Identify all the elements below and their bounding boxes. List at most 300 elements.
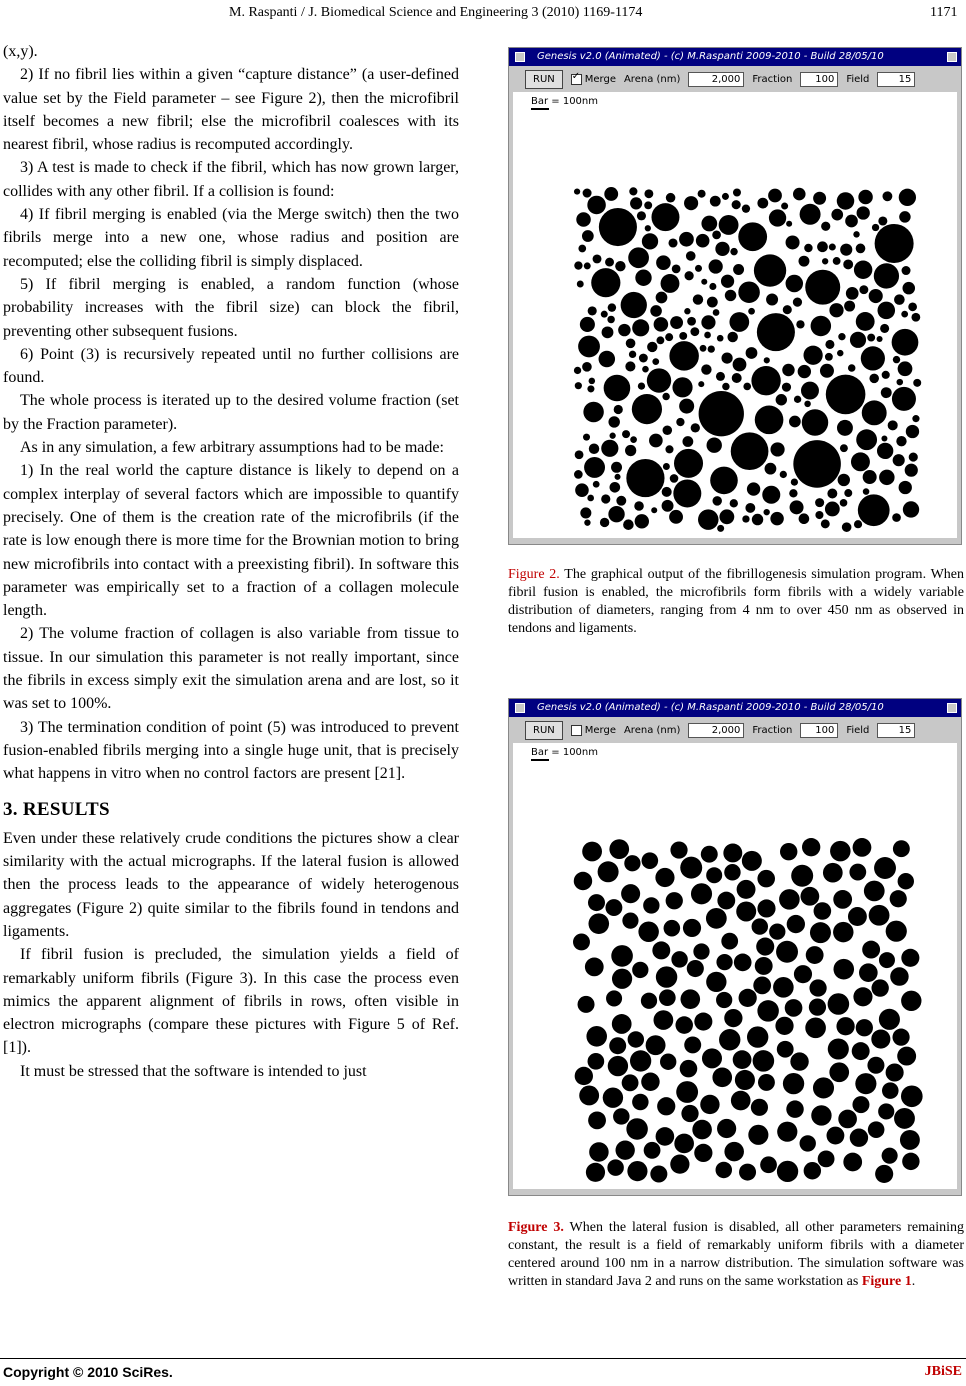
fibril: [731, 432, 769, 470]
fibril: [580, 507, 591, 518]
fibril: [632, 319, 649, 336]
fibril: [662, 487, 672, 497]
fibril: [684, 308, 690, 314]
fibril: [844, 301, 855, 312]
fibril: [651, 507, 657, 513]
fibril: [901, 1085, 923, 1107]
fibril: [793, 188, 806, 201]
fibril: [650, 1165, 667, 1182]
fibril: [679, 232, 694, 247]
fibril: [680, 1060, 698, 1078]
fibril: [608, 303, 616, 311]
fibril: [696, 234, 710, 248]
fibril: [753, 1050, 775, 1072]
fibril: [686, 251, 696, 261]
fibril: [863, 470, 877, 484]
running-header: [0, 2, 966, 24]
fibril: [898, 873, 914, 889]
arena-input[interactable]: 2,000: [688, 723, 744, 738]
fibril: [629, 351, 636, 358]
fibril: [827, 489, 837, 499]
fibril: [604, 375, 631, 402]
fibril: [613, 1108, 629, 1124]
fibril: [731, 1091, 751, 1111]
window-title: Genesis v2.0 (Animated) - (c) M.Raspanti 2009-2010 - Build 28/05/10: [537, 702, 884, 713]
fibril: [642, 233, 658, 249]
fibril: [798, 365, 811, 378]
paragraph: 4) If fibril merging is enabled (via the Merge switch) then the two fibrils merge into a new one, whose radius and position are recomputed; else the colliding fibril is simply displaced.: [3, 206, 459, 270]
fibril: [615, 474, 621, 480]
fibril: [821, 519, 830, 528]
fibril: [662, 500, 674, 512]
window-titlebar: [509, 48, 961, 66]
fibril: [593, 481, 600, 488]
fibril: [651, 203, 679, 231]
fibril: [666, 892, 683, 909]
fibril: [858, 494, 890, 526]
fibril: [855, 1073, 876, 1094]
fibril: [858, 190, 872, 204]
footer-rule: [0, 1358, 966, 1359]
fibril: [664, 920, 681, 937]
fibril: [628, 247, 649, 268]
fibril: [626, 459, 664, 497]
fibril: [635, 514, 649, 528]
paragraph: 2) If no fibril lies within a given “capture distance” (a user-defined value set by the Field parameter – see Figure 2), then the microfibril itself becomes a new fibril; else the microfibril coalesces with its nearest fibril, whose radius is recomputed accordingly.: [3, 66, 459, 154]
fibril: [732, 373, 742, 383]
fibril: [656, 966, 677, 987]
fibril: [853, 231, 859, 237]
fibril: [736, 901, 756, 921]
fibril: [757, 899, 775, 917]
fibril: [900, 1130, 920, 1150]
fibril: [699, 391, 744, 436]
fibril: [625, 361, 635, 371]
fibril: [776, 941, 798, 963]
fibril: [657, 1097, 675, 1115]
fibril: [789, 489, 797, 497]
fibril: [700, 345, 707, 352]
fibril: [846, 287, 859, 300]
fibril: [758, 1074, 775, 1091]
fibril: [868, 1121, 885, 1138]
fibril: [809, 979, 826, 996]
fibril: [662, 393, 669, 400]
fibril: [901, 949, 919, 967]
fibril: [701, 846, 718, 863]
fibril: [809, 999, 826, 1016]
fraction-label: Fraction: [752, 73, 793, 85]
fibril: [701, 216, 717, 232]
fibril: [738, 222, 767, 251]
fibril: [693, 943, 709, 959]
fibril: [681, 989, 701, 1009]
fibril: [770, 512, 783, 525]
fibril: [716, 954, 732, 970]
fibril: [903, 501, 919, 517]
fibril: [769, 923, 785, 939]
fibril: [852, 1096, 869, 1113]
fibril: [717, 1119, 736, 1138]
fibril: [630, 197, 642, 209]
fibril: [611, 945, 633, 967]
caption-text: When the lateral fusion is disabled, all other parameters remaining constant, the result is a field of remarkably uniform fibrils with a diameter centered around 100 nm in a narrow distribution. The simulation software was written in standard Java 2 and runs on the same workstation as: [508, 1220, 965, 1289]
fibril: [676, 418, 684, 426]
fibril: [863, 488, 870, 495]
fibril: [583, 434, 590, 441]
fibril: [682, 436, 693, 447]
fibril: [632, 1094, 648, 1110]
fibril: [670, 1155, 689, 1174]
fibril: [587, 495, 594, 502]
fibril: [616, 1140, 635, 1159]
fibril: [882, 1148, 898, 1164]
fibril: [793, 298, 802, 307]
fibril: [575, 483, 589, 497]
fibril: [843, 259, 853, 269]
fibril: [687, 317, 696, 326]
checkbox-unchecked-icon[interactable]: [571, 725, 582, 736]
run-button[interactable]: RUN: [525, 721, 563, 740]
fibril: [673, 479, 701, 507]
fibril: [632, 394, 662, 424]
fibril: [879, 470, 894, 485]
field-input[interactable]: 15: [877, 723, 915, 738]
fibril: [867, 1057, 884, 1074]
fraction-input[interactable]: 100: [800, 723, 838, 738]
fibril: [748, 308, 755, 315]
fibril: [756, 938, 774, 956]
fibril: [881, 387, 892, 398]
fibril: [752, 514, 763, 525]
fibril: [894, 1108, 915, 1129]
fibril: [622, 913, 638, 929]
fibril: [608, 416, 619, 427]
fibril: [879, 1009, 900, 1030]
fibril: [573, 933, 590, 950]
fibril: [804, 1162, 821, 1179]
paragraph: 6) Point (3) is recursively repeated until no further collisions are found.: [3, 345, 459, 387]
fibril: [698, 509, 719, 530]
fibril: [813, 192, 826, 205]
fibril: [837, 350, 843, 356]
fibril: [716, 372, 725, 381]
fibril: [902, 1153, 919, 1170]
fibril: [691, 883, 712, 904]
checkbox-checked-icon[interactable]: [571, 74, 582, 85]
fibril: [738, 281, 760, 303]
fibril: [802, 838, 820, 856]
fibril: [732, 200, 741, 209]
fraction-input[interactable]: 100: [800, 72, 838, 87]
paragraph: 3) The termination condition of point (5) was introduced to prevent fusion-enabled fibrils merging into a single huge unit, that is precisely what happens in vitro when no control factors are present [21].: [3, 718, 459, 783]
fibril: [786, 235, 800, 249]
fibril: [574, 367, 581, 374]
fibril: [760, 1156, 777, 1173]
fibril: [625, 445, 636, 456]
fibril: [690, 327, 699, 336]
fibril: [656, 255, 671, 270]
fibril: [820, 364, 834, 378]
fibril: [589, 1142, 609, 1162]
fibril: [623, 519, 634, 530]
fibril: [713, 309, 720, 316]
fibril: [583, 189, 592, 198]
window-titlebar: [509, 699, 961, 717]
fibril: [604, 187, 618, 201]
fibril: [679, 399, 694, 414]
fibril: [757, 870, 775, 888]
fibril: [709, 259, 723, 273]
fibril: [764, 357, 770, 363]
fibril: [646, 1035, 666, 1055]
running-head: M. Raspanti / J. Biomedical Science and Engineering 3 (2010) 1169-1174: [229, 5, 643, 20]
fibril: [729, 312, 749, 332]
fibril: [717, 525, 724, 532]
fibril: [842, 522, 852, 532]
fibril: [610, 482, 621, 493]
fibril: [845, 215, 858, 228]
fibril: [614, 405, 623, 414]
fibril: [612, 969, 632, 989]
fibril: [574, 188, 580, 194]
fibril: [880, 324, 889, 333]
fibril: [894, 294, 905, 305]
fibril: [789, 416, 801, 428]
fibril: [911, 313, 920, 322]
fibril: [723, 843, 742, 862]
fibril: [612, 1014, 632, 1034]
fibril: [702, 1048, 722, 1068]
fibril: [787, 915, 805, 933]
fibril-field: [513, 743, 957, 1189]
fibril: [586, 1026, 607, 1047]
fibril: [886, 921, 907, 942]
fibril: [893, 840, 910, 857]
fibril: [802, 409, 828, 435]
scale-bar: [531, 96, 598, 110]
copyright: Copyright © 2010 SciRes.: [3, 1364, 173, 1380]
fibril: [763, 509, 769, 515]
fibril: [666, 193, 676, 203]
fibril: [712, 231, 721, 240]
fibril: [838, 1110, 857, 1129]
window-menu-icon[interactable]: [515, 52, 525, 62]
fibril: [815, 498, 824, 507]
fibril: [670, 841, 687, 858]
fibril: [707, 297, 718, 308]
fibril: [888, 420, 898, 430]
fibril: [719, 509, 734, 524]
fibril: [674, 449, 703, 478]
fibril: [890, 967, 908, 985]
fibril: [791, 865, 813, 887]
run-button[interactable]: RUN: [525, 70, 563, 89]
fibril: [661, 274, 680, 293]
arena-input[interactable]: 2,000: [688, 72, 744, 87]
fibril: [828, 1038, 849, 1059]
fibril: [813, 1077, 834, 1098]
toolbar: [509, 66, 961, 92]
fibril: [656, 292, 668, 304]
page-number: 1171: [930, 5, 958, 20]
fibril: [727, 332, 737, 342]
window-title: Genesis v2.0 (Animated) - (c) M.Raspanti 2009-2010 - Build 28/05/10: [537, 51, 884, 62]
fibril: [833, 890, 852, 909]
fibril: [600, 518, 609, 527]
fibril: [897, 379, 904, 386]
window-close-icon[interactable]: [947, 52, 957, 62]
fibril: [909, 453, 918, 462]
fibril: [712, 496, 721, 505]
fibril: [693, 294, 703, 304]
fibril: [875, 1165, 893, 1183]
fibril: [833, 257, 841, 265]
fibril: [642, 852, 659, 869]
fibril: [869, 374, 879, 384]
merge-checkbox[interactable]: [571, 74, 616, 85]
fibril: [850, 1129, 868, 1147]
merge-checkbox[interactable]: [571, 725, 616, 736]
fibril: [811, 316, 832, 337]
fibril: [848, 364, 856, 372]
fibril: [825, 502, 840, 517]
fibril: [598, 861, 619, 882]
window-close-icon[interactable]: [947, 703, 957, 713]
fibril: [672, 264, 681, 273]
fibril: [893, 356, 900, 363]
fibril: [644, 201, 652, 209]
scale-bar: [531, 747, 598, 761]
fibril: [899, 189, 916, 206]
fibril: [608, 1056, 628, 1076]
fibril: [852, 1042, 870, 1060]
paragraph: (x,y).: [3, 43, 38, 60]
fibril: [862, 400, 887, 425]
fibril: [838, 474, 850, 486]
fibril: [746, 347, 758, 359]
fibril: [777, 1122, 797, 1142]
fibril: [815, 511, 823, 519]
fibril: [716, 1162, 732, 1178]
fibril: [734, 954, 752, 972]
fibril: [898, 361, 913, 376]
fibril: [722, 383, 729, 390]
paragraph: If fibril fusion is precluded, the simulation yields a field of remarkably uniform fibrils (Figure 3). In this case the process even mimics the apparent alignment of fibrils in rows, often visible in electron micrographs (compare these pictures with Figure 5 of Ref. [1]).: [3, 946, 459, 1057]
fibril: [783, 305, 792, 314]
fibril: [643, 897, 659, 913]
fibril: [578, 996, 595, 1013]
fibril: [588, 1053, 605, 1070]
toolbar: [509, 717, 961, 743]
window-menu-icon[interactable]: [515, 703, 525, 713]
fibril: [680, 857, 702, 879]
fibril: [593, 254, 602, 263]
fibril: [586, 1163, 605, 1182]
fibril: [762, 486, 780, 504]
fibril: [806, 946, 824, 964]
fibril: [757, 198, 768, 209]
fibril: [576, 212, 591, 227]
fibril: [644, 1142, 661, 1159]
figure-2-window: [508, 47, 962, 545]
fibril: [698, 381, 704, 387]
fibril: [684, 196, 698, 210]
fibril: [647, 368, 671, 392]
figure-label: Figure 2.: [508, 567, 560, 582]
fibril: [840, 444, 848, 452]
fibril: [825, 340, 834, 349]
fibril: [735, 1070, 755, 1090]
fibril: [719, 1029, 740, 1050]
fibril: [710, 467, 738, 495]
fibril: [780, 843, 797, 860]
fibril: [828, 993, 850, 1015]
fibril: [781, 203, 788, 210]
fibril: [635, 270, 651, 286]
fibril: [902, 282, 915, 295]
fibril: [800, 1135, 816, 1151]
fibril: [580, 317, 595, 332]
fibril: [822, 258, 828, 264]
fibril: [742, 851, 762, 871]
fibril: [831, 209, 843, 221]
fibril: [684, 271, 693, 280]
fibril: [901, 991, 921, 1011]
fibril: [630, 1050, 651, 1071]
fibril: [637, 211, 646, 220]
fibril: [715, 242, 729, 256]
fibril: [599, 208, 637, 246]
fibril: [786, 1100, 803, 1117]
fibril: [829, 1062, 849, 1082]
fibril: [879, 952, 895, 968]
fibril: [621, 292, 647, 318]
fibril: [739, 1164, 756, 1181]
fibril: [603, 1087, 623, 1107]
fibril: [700, 1095, 719, 1114]
fibril: [641, 993, 657, 1009]
fibril: [849, 864, 866, 881]
fibril: [753, 976, 771, 994]
fibril: [892, 513, 901, 522]
fibril: [730, 248, 737, 255]
field-input[interactable]: 15: [877, 72, 915, 87]
fibril: [601, 494, 610, 503]
fibril: [912, 415, 919, 422]
fibril: [649, 434, 663, 448]
fibril: [867, 334, 875, 342]
fibril: [899, 211, 910, 222]
fibril: [818, 1150, 835, 1167]
fibril: [588, 894, 605, 911]
fibril: [721, 352, 732, 363]
fibril: [837, 420, 853, 436]
arena-label: Arena (nm): [623, 73, 681, 85]
fibril: [582, 230, 594, 242]
fibril: [588, 1111, 606, 1129]
fibril: [676, 1081, 698, 1103]
fibril: [830, 841, 851, 862]
fibril: [856, 1019, 873, 1036]
fibril: [765, 463, 777, 475]
fibril: [862, 941, 880, 959]
fibril: [783, 1073, 804, 1094]
fibril: [675, 1016, 693, 1034]
fibril: [875, 224, 914, 263]
fibril: [757, 1000, 778, 1021]
fibril: [804, 244, 812, 252]
